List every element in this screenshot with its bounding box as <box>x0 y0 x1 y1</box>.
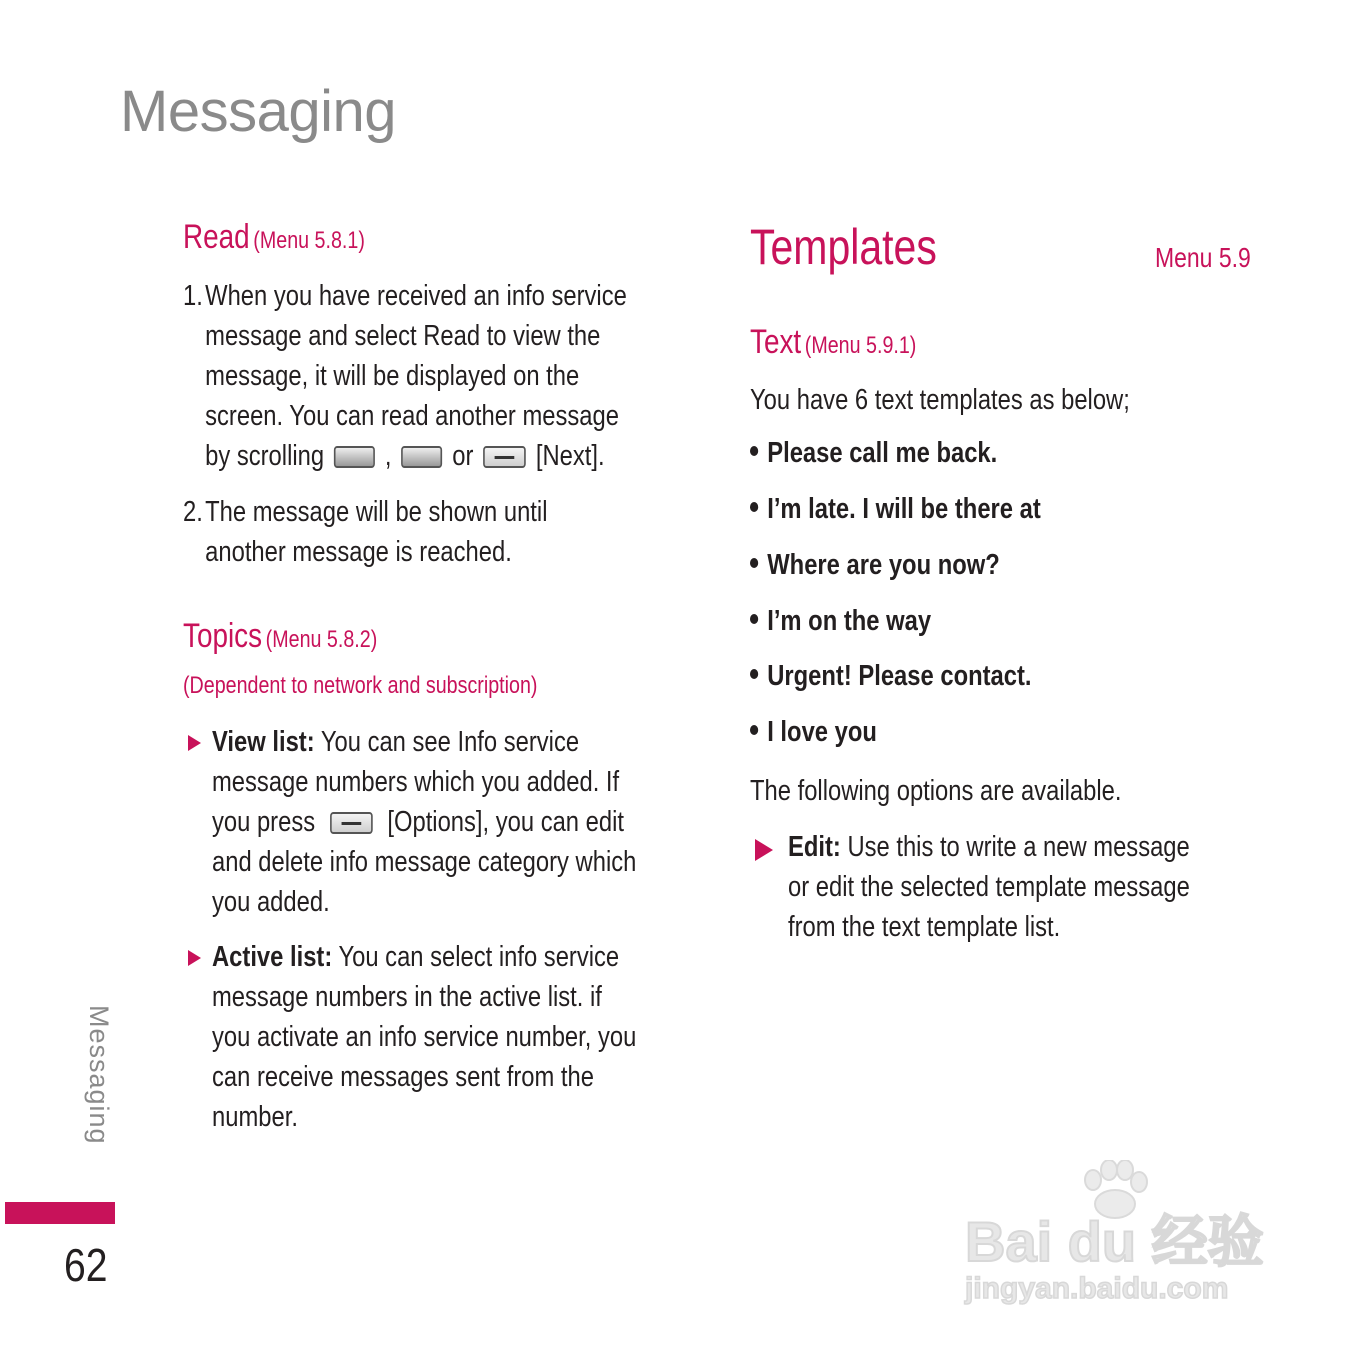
bullet-dot-icon <box>750 446 758 456</box>
bullet-dot-icon <box>750 614 758 624</box>
topics-menu-ref: (Menu 5.8.2) <box>265 626 378 653</box>
topics-title: Topics <box>183 617 263 655</box>
item-text-line: You can see Info service <box>314 726 580 758</box>
item-text-line: can receive messages sent from the <box>212 1061 594 1093</box>
options-intro: The following options are available. <box>750 775 1122 807</box>
side-accent-bar <box>5 1202 115 1224</box>
item-text-line: You can select info service <box>332 941 620 973</box>
soft-key-icon <box>483 446 526 468</box>
bullet-dot-icon <box>750 502 758 512</box>
comma-text: , <box>384 440 392 472</box>
template-list-item: Where are you now? <box>750 549 1055 582</box>
active-list-label: Active list: <box>212 941 333 973</box>
template-list-item: Urgent! Please contact. <box>750 660 1093 693</box>
template-list-item: Please call me back. <box>750 437 1052 470</box>
baidu-watermark <box>965 1160 1280 1310</box>
templates-heading <box>750 218 978 276</box>
step-text-line: screen. You can read another message <box>205 400 619 432</box>
item-text-line: from the text template list. <box>788 911 1061 943</box>
bullet-arrow-icon <box>755 839 773 861</box>
view-list-item <box>212 722 729 922</box>
scroll-up-key-icon <box>334 446 375 468</box>
topics-subtitle: (Dependent to network and subscription) <box>183 672 538 699</box>
item-text-line: message numbers in the active list. if <box>212 981 602 1013</box>
chapter-title: Messaging <box>120 79 396 144</box>
scroll-down-key-icon <box>401 446 442 468</box>
item-text-line: message numbers which you added. If <box>212 766 620 798</box>
or-text: or <box>452 440 474 472</box>
step-text-line: The message will be shown until <box>205 496 548 528</box>
view-list-label: View list: <box>212 726 315 758</box>
soft-key-icon <box>330 812 373 834</box>
next-text: [Next]. <box>535 440 605 472</box>
item-text-line: Use this to write a new message <box>840 831 1190 863</box>
bullet-dot-icon <box>750 558 758 568</box>
item-text-line: or edit the selected template message <box>788 871 1190 903</box>
edit-label: Edit: <box>788 831 841 863</box>
topics-heading <box>183 617 420 656</box>
template-list-item: I love you <box>750 716 905 749</box>
read-heading <box>183 218 405 257</box>
text-title: Text <box>750 323 802 361</box>
edit-option-item <box>788 827 1278 947</box>
step-number: 1. <box>183 280 203 312</box>
step-text-line: message, it will be displayed on the <box>205 360 580 392</box>
read-step-1 <box>183 276 724 476</box>
template-list-item: I’m on the way <box>750 605 971 638</box>
step-text-line: another message is reached. <box>205 536 512 568</box>
bullet-dot-icon <box>750 725 758 735</box>
item-text-line: you added. <box>212 886 330 918</box>
step-text-line: message and select Read to view the <box>205 320 601 352</box>
page-number: 62 <box>64 1239 108 1291</box>
watermark-url: jingyan.baidu.com <box>965 1272 1229 1305</box>
item-text-line: [Options], you can edit <box>387 806 624 838</box>
templates-title: Templates <box>750 219 937 275</box>
step-number: 2. <box>183 496 203 528</box>
read-step-2 <box>183 492 627 572</box>
template-list-item: I’m late. I will be there at <box>750 493 1105 526</box>
bullet-dot-icon <box>750 669 758 679</box>
text-heading <box>750 323 953 362</box>
item-text-line: and delete info message category which <box>212 846 637 878</box>
text-menu-ref: (Menu 5.9.1) <box>804 332 917 359</box>
bullet-arrow-icon <box>188 735 201 751</box>
step-text-line: by scrolling <box>205 440 325 472</box>
templates-menu-ref: Menu 5.9 <box>1155 242 1251 273</box>
templates-intro: You have 6 text templates as below; <box>750 384 1130 416</box>
side-chapter-label: Messaging <box>84 1005 114 1145</box>
step-text-line: When you have received an info service <box>205 280 627 312</box>
watermark-logo-text: Bai du 经验 <box>965 1210 1264 1273</box>
item-text-line: you press <box>212 806 316 838</box>
read-menu-ref: (Menu 5.8.1) <box>253 227 365 254</box>
bullet-arrow-icon <box>188 950 201 966</box>
item-text-line: you activate an info service number, you <box>212 1021 637 1053</box>
read-title: Read <box>183 218 250 256</box>
item-text-line: number. <box>212 1101 298 1133</box>
active-list-item <box>212 937 729 1137</box>
